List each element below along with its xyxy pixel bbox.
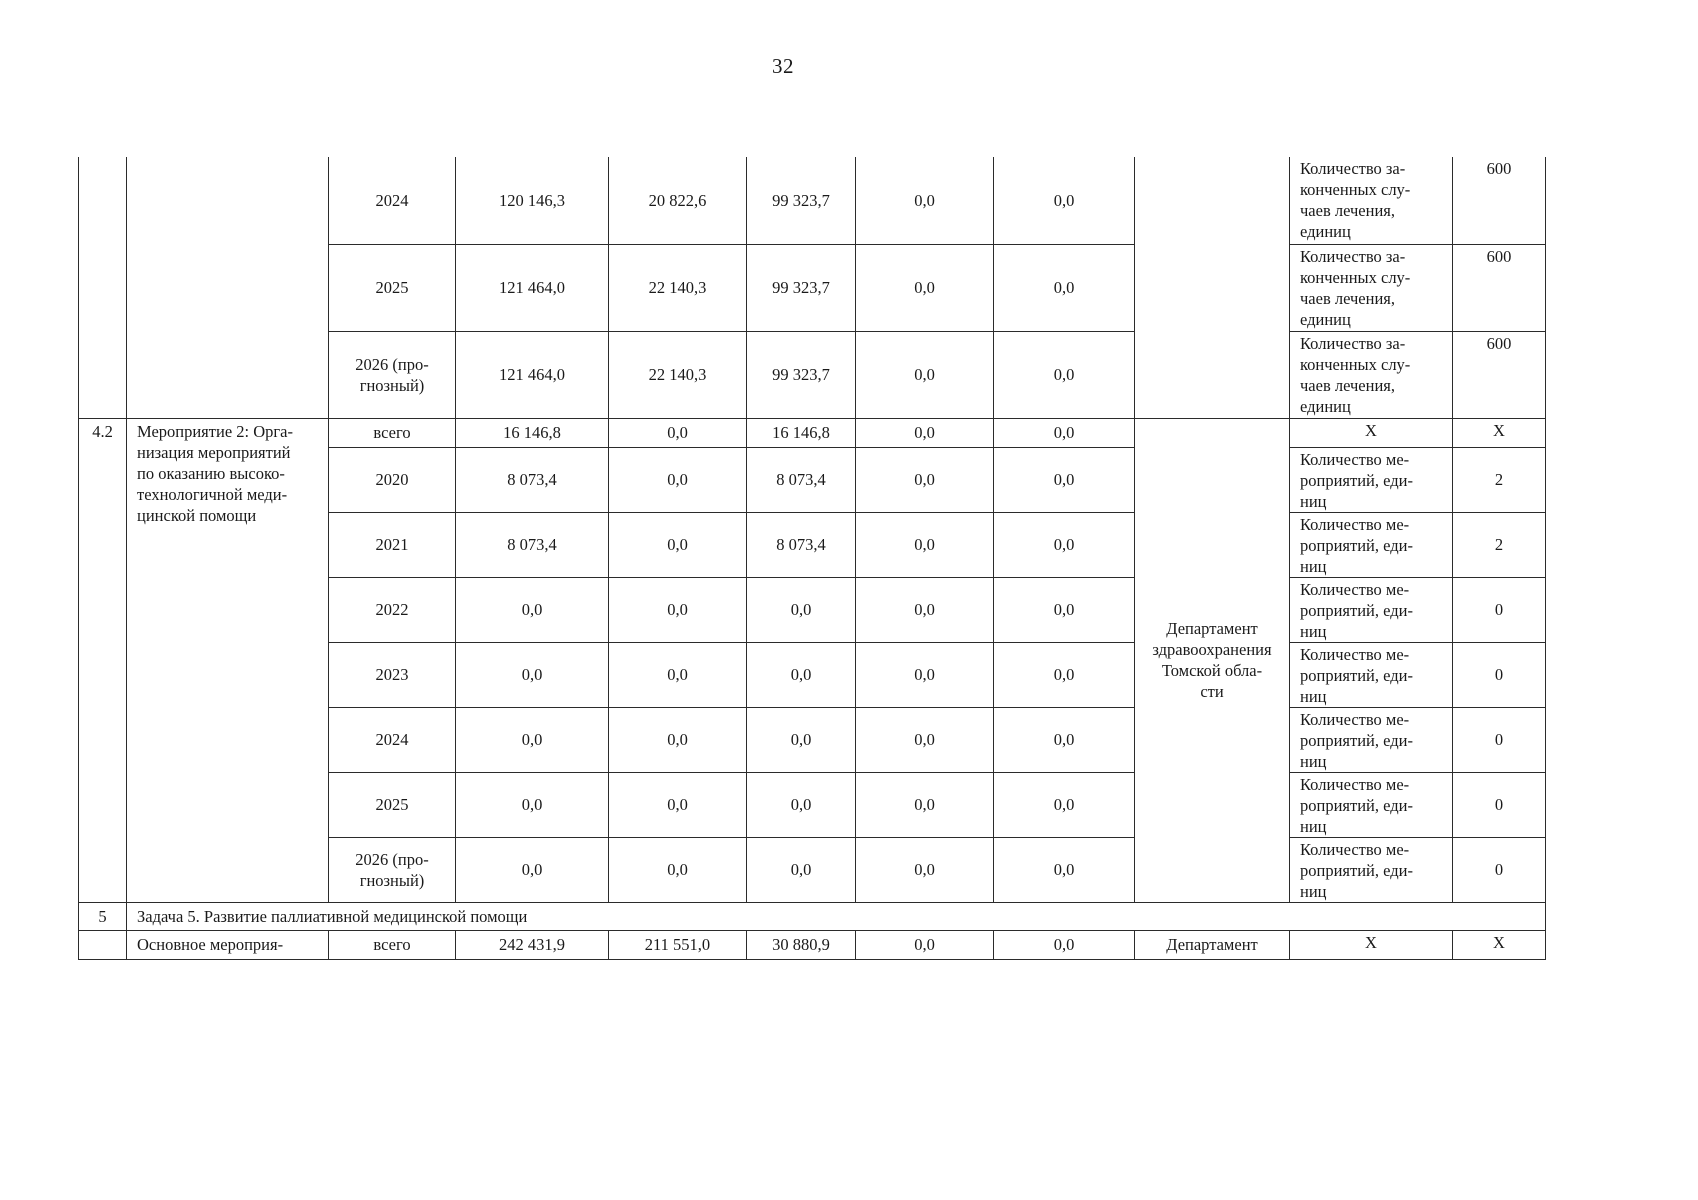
indicator-value-cell: 0 — [1453, 577, 1546, 642]
executor-cell: Департамент здравоохранения Томской обла- сти — [1135, 418, 1290, 902]
total-cell: 0,0 — [456, 837, 609, 902]
total-cell: 0,0 — [456, 577, 609, 642]
funding-cell: 99 323,7 — [747, 331, 856, 418]
funding-cell: 0,0 — [856, 418, 994, 447]
table-row — [79, 157, 1546, 244]
indicator-cell: Количество ме- роприятий, еди- ниц — [1290, 577, 1453, 642]
funding-cell: 20 822,6 — [609, 157, 747, 244]
year-cell: 2022 — [329, 577, 456, 642]
funding-cell: 0,0 — [994, 642, 1135, 707]
funding-cell: 0,0 — [994, 512, 1135, 577]
indicator-cell: Количество ме- роприятий, еди- ниц — [1290, 642, 1453, 707]
total-cell: 0,0 — [456, 642, 609, 707]
indicator-value-cell: 600 — [1453, 157, 1546, 244]
funding-cell: 0,0 — [747, 642, 856, 707]
funding-cell: 0,0 — [747, 577, 856, 642]
year-cell: 2021 — [329, 512, 456, 577]
name-cell — [127, 157, 329, 418]
total-cell: 121 464,0 — [456, 331, 609, 418]
funding-cell: 99 323,7 — [747, 157, 856, 244]
funding-cell: 0,0 — [747, 837, 856, 902]
funding-cell: 0,0 — [747, 772, 856, 837]
year-cell: 2025 — [329, 244, 456, 331]
indicator-value-cell: 0 — [1453, 772, 1546, 837]
funding-cell: 22 140,3 — [609, 244, 747, 331]
page-number: 32 — [772, 54, 794, 78]
indicator-value-cell: 2 — [1453, 447, 1546, 512]
funding-cell: 211 551,0 — [609, 930, 747, 959]
funding-cell: 99 323,7 — [747, 244, 856, 331]
total-cell: 242 431,9 — [456, 930, 609, 959]
indicator-cell: Количество за- конченных слу- чаев лечения, единиц — [1290, 244, 1453, 331]
indicator-cell: Х — [1290, 930, 1453, 959]
task-title: Задача 5. Развитие паллиативной медицинской помощи — [127, 902, 1546, 930]
funding-cell: 0,0 — [856, 331, 994, 418]
total-cell: 16 146,8 — [456, 418, 609, 447]
funding-cell: 0,0 — [609, 707, 747, 772]
funding-cell: 0,0 — [994, 157, 1135, 244]
funding-cell: 0,0 — [856, 772, 994, 837]
funding-cell: 0,0 — [994, 930, 1135, 959]
funding-cell: 30 880,9 — [747, 930, 856, 959]
indicator-value-cell: Х — [1453, 418, 1546, 447]
funding-cell: 0,0 — [994, 418, 1135, 447]
executor-cell — [1135, 157, 1290, 418]
indicator-cell: Х — [1290, 418, 1453, 447]
indicator-cell: Количество за- конченных слу- чаев лечения, единиц — [1290, 331, 1453, 418]
table-row — [79, 930, 1546, 959]
funding-cell: 0,0 — [747, 707, 856, 772]
measure-name: Основное мероприя- — [127, 930, 329, 959]
program-measures-table — [78, 157, 1546, 960]
indicator-cell: Количество ме- роприятий, еди- ниц — [1290, 772, 1453, 837]
total-cell: 0,0 — [456, 707, 609, 772]
funding-cell: 0,0 — [856, 447, 994, 512]
indicator-value-cell: 600 — [1453, 244, 1546, 331]
funding-cell: 0,0 — [609, 512, 747, 577]
funding-cell: 0,0 — [856, 642, 994, 707]
indicator-value-cell: 600 — [1453, 331, 1546, 418]
funding-cell: 0,0 — [856, 244, 994, 331]
funding-cell: 8 073,4 — [747, 512, 856, 577]
measure-number: 4.2 — [79, 418, 127, 902]
funding-cell: 0,0 — [856, 930, 994, 959]
year-cell: всего — [329, 418, 456, 447]
funding-cell: 16 146,8 — [747, 418, 856, 447]
executor-cell: Департамент — [1135, 930, 1290, 959]
funding-cell: 0,0 — [609, 418, 747, 447]
indicator-value-cell: Х — [1453, 930, 1546, 959]
indicator-value-cell: 0 — [1453, 642, 1546, 707]
funding-cell: 22 140,3 — [609, 331, 747, 418]
indicator-value-cell: 0 — [1453, 707, 1546, 772]
number-cell — [79, 930, 127, 959]
funding-cell: 0,0 — [856, 157, 994, 244]
funding-cell: 8 073,4 — [747, 447, 856, 512]
funding-cell: 0,0 — [609, 577, 747, 642]
measure-name: Мероприятие 2: Орга- низация мероприятий по оказанию высоко- технологичной меди- цинской помощи — [127, 418, 329, 902]
funding-cell: 0,0 — [994, 244, 1135, 331]
funding-cell: 0,0 — [856, 707, 994, 772]
task-number: 5 — [79, 902, 127, 930]
task-row — [79, 902, 1546, 930]
total-cell: 121 464,0 — [456, 244, 609, 331]
funding-cell: 0,0 — [856, 837, 994, 902]
funding-cell: 0,0 — [856, 512, 994, 577]
total-cell: 120 146,3 — [456, 157, 609, 244]
year-cell: всего — [329, 930, 456, 959]
year-cell: 2025 — [329, 772, 456, 837]
indicator-cell: Количество ме- роприятий, еди- ниц — [1290, 447, 1453, 512]
funding-cell: 0,0 — [609, 772, 747, 837]
indicator-cell: Количество за- конченных слу- чаев лечения, единиц — [1290, 157, 1453, 244]
indicator-cell: Количество ме- роприятий, еди- ниц — [1290, 512, 1453, 577]
year-cell: 2026 (про- гнозный) — [329, 331, 456, 418]
funding-cell: 0,0 — [609, 837, 747, 902]
funding-cell: 0,0 — [994, 772, 1135, 837]
funding-cell: 0,0 — [609, 447, 747, 512]
total-cell: 0,0 — [456, 772, 609, 837]
table-row — [79, 418, 1546, 447]
indicator-cell: Количество ме- роприятий, еди- ниц — [1290, 837, 1453, 902]
total-cell: 8 073,4 — [456, 447, 609, 512]
funding-cell: 0,0 — [994, 447, 1135, 512]
funding-cell: 0,0 — [994, 707, 1135, 772]
year-cell: 2024 — [329, 707, 456, 772]
funding-cell: 0,0 — [994, 837, 1135, 902]
number-cell — [79, 157, 127, 418]
year-cell: 2020 — [329, 447, 456, 512]
indicator-value-cell: 0 — [1453, 837, 1546, 902]
funding-cell: 0,0 — [994, 331, 1135, 418]
total-cell: 8 073,4 — [456, 512, 609, 577]
funding-cell: 0,0 — [609, 642, 747, 707]
funding-cell: 0,0 — [856, 577, 994, 642]
year-cell: 2023 — [329, 642, 456, 707]
indicator-value-cell: 2 — [1453, 512, 1546, 577]
year-cell: 2026 (про- гнозный) — [329, 837, 456, 902]
funding-cell: 0,0 — [994, 577, 1135, 642]
indicator-cell: Количество ме- роприятий, еди- ниц — [1290, 707, 1453, 772]
year-cell: 2024 — [329, 157, 456, 244]
